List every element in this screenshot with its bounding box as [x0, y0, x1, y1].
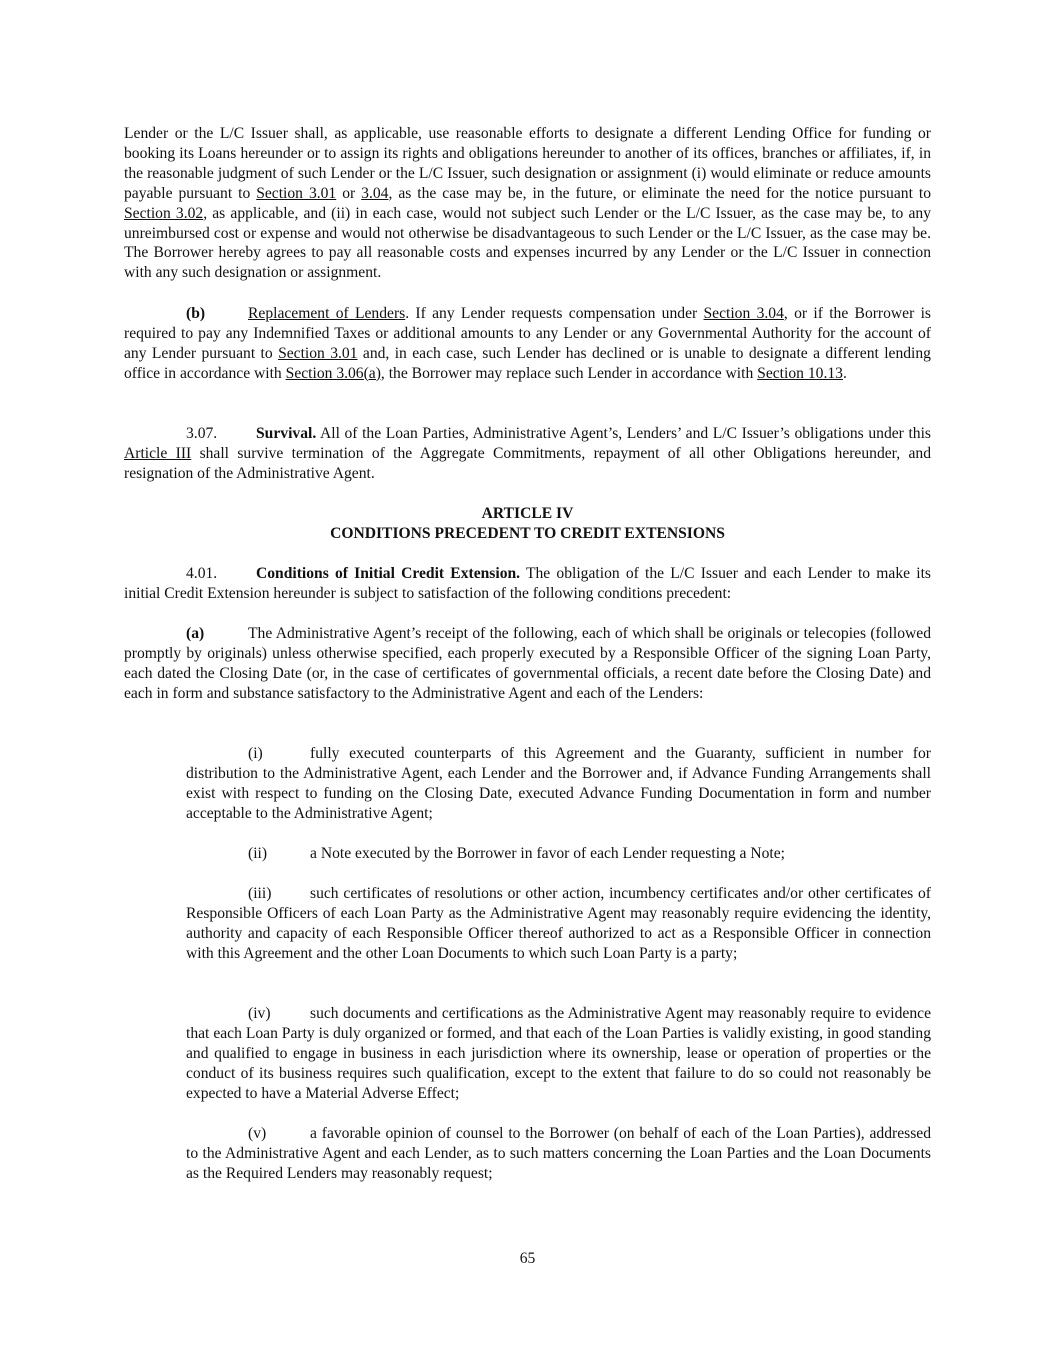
clause-label: (b) [186, 305, 206, 322]
list-item [186, 884, 931, 964]
section-reference: 3.04 [361, 184, 389, 202]
item-text: a Note executed by the Borrower in favor of each Lender requesting a Note; [310, 845, 785, 862]
list-item [186, 844, 931, 864]
paragraph-text: The obligation of the L/C Issuer and each Lender to make its initial Credit Extension hereunder is subject to satisfaction of the following conditions precedent: [124, 565, 931, 602]
article-title: CONDITIONS PRECEDENT TO CREDIT EXTENSIONS [330, 525, 725, 542]
paragraph-clause-a [124, 624, 931, 704]
item-text: such certificates of resolutions or other action, incumbency certificates and/or other certificates of Responsible Officers of each Loan Party as the Administrative Agent may reasonably require evidencing the identity, authority and capacity of each Responsible Officer thereof authorized to act as a Responsible Officer in connection with this Agreement and the other Loan Documents to which such Loan Party is a party; [186, 885, 931, 962]
paragraph-text: . If any Lender requests compensation under [405, 305, 704, 322]
page-number: 65 [519, 1250, 536, 1267]
paragraph-text: , as the case may be, in the future, or eliminate the need for the notice pursuant to [388, 184, 931, 202]
section-reference: Section 3.01 [256, 184, 337, 202]
paragraph-text: , as applicable, and (ii) in each case, would not subject such Lender or the L/C Issuer, as the case may be, to any unreimbursed cost or expense and would not otherwise be disadvantageous to such Lender or the L/C Issuer, as the case may be. The Borrower hereby agrees to pay all reasonable costs and expenses incurred by any Lender or the L/C Issuer in connection with any such designation or assignment. [124, 204, 932, 282]
paragraph-text: or [336, 184, 362, 202]
list-item [186, 1004, 931, 1104]
paragraph-text: The Administrative Agent’s receipt of the following, each of which shall be originals or telecopies (followed promptly by originals) unless otherwise specified, each properly executed by a Responsible Officer of the signing Loan Party, each dated the Closing Date (or, in the case of certificates of governmental officials, a recent date before the Closing Date) and each in form and substance satisfactory to the Administrative Agent and each of the Lenders: [124, 625, 931, 702]
item-label: (i) [248, 745, 263, 762]
paragraph-conditions-initial-credit [124, 564, 931, 604]
section-reference: Section 3.04 [703, 305, 784, 322]
section-reference: Article III [124, 444, 192, 462]
item-label: (iii) [248, 885, 272, 902]
list-item [186, 1124, 931, 1184]
section-reference: Section 3.01 [278, 344, 358, 362]
paragraph-survival [124, 424, 931, 484]
paragraph-text: Lender or the L/C Issuer shall, as applicable, use reasonable efforts to designate a different Lending Office for funding or booking its Loans hereunder or to assign its rights and obligations hereunder to another of its offices, branches or affiliates, if, in the reasonable judgment of such Lender or the L/C Issuer, such designation or assignment (i) would eliminate or reduce amounts payable pursuant to [124, 125, 931, 202]
paragraph-text: shall survive termination of the Aggregate Commitments, repayment of all other Obligations hereunder, and resignation of the Administrative Agent. [124, 444, 931, 482]
section-heading: Survival. [256, 425, 317, 442]
section-reference: Section 3.06(a) [285, 364, 381, 382]
item-text: such documents and certifications as the Administrative Agent may reasonably require to evidence that each Loan Party is duly organized or formed, and that each of the Loan Parties is validly existing, in good standing and qualified to engage in business in each jurisdiction where its ownership, lease or operation of properties or the conduct of its business requires such qualification, except to the extent that failure to do so could not reasonably be expected to have a Material Adverse Effect; [186, 1005, 931, 1102]
item-label: (iv) [248, 1005, 271, 1022]
paragraph-text: . [842, 364, 847, 382]
paragraph-text: and, in each case, such Lender has declined or is unable to designate a different lending office in accordance with [124, 344, 931, 382]
item-text: a favorable opinion of counsel to the Borrower (on behalf of each of the Loan Parties), addressed to the Administrative Agent and each Lender, as to such matters concerning the Loan Parties and the Loan Documents as the Required Lenders may reasonably request; [186, 1125, 931, 1182]
item-text: fully executed counterparts of this Agreement and the Guaranty, sufficient in number for distribution to the Administrative Agent, each Lender and the Borrower and, if Advance Funding Arrangements shall exist with respect to funding on the Closing Date, executed Advance Funding Documentation in form and number acceptable to the Administrative Agent; [186, 745, 931, 822]
clause-label: (a) [186, 625, 205, 642]
paragraph-text: All of the Loan Parties, Administrative Agent’s, Lenders’ and L/C Issuer’s obligations under this [316, 425, 931, 442]
item-label: (ii) [248, 845, 268, 862]
section-heading: Conditions of Initial Credit Extension. [256, 565, 521, 582]
section-number: 3.07. [186, 425, 218, 442]
list-item [186, 744, 931, 824]
paragraph-lending-office [124, 124, 931, 283]
paragraph-replacement-of-lenders [124, 304, 931, 384]
paragraph-text: , or if the Borrower is required to pay any Indemnified Taxes or additional amounts to any Lender or any Governmental Authority for the account of any Lender pursuant to [124, 305, 931, 362]
item-label: (v) [248, 1125, 267, 1142]
paragraph-text: , the Borrower may replace such Lender in accordance with [380, 364, 758, 382]
section-reference: Section 3.02 [124, 204, 204, 222]
article-number: ARTICLE IV [481, 505, 574, 522]
section-reference: Section 10.13 [757, 364, 843, 382]
clause-heading: Replacement of Lenders [248, 305, 406, 322]
section-number: 4.01. [186, 565, 218, 582]
